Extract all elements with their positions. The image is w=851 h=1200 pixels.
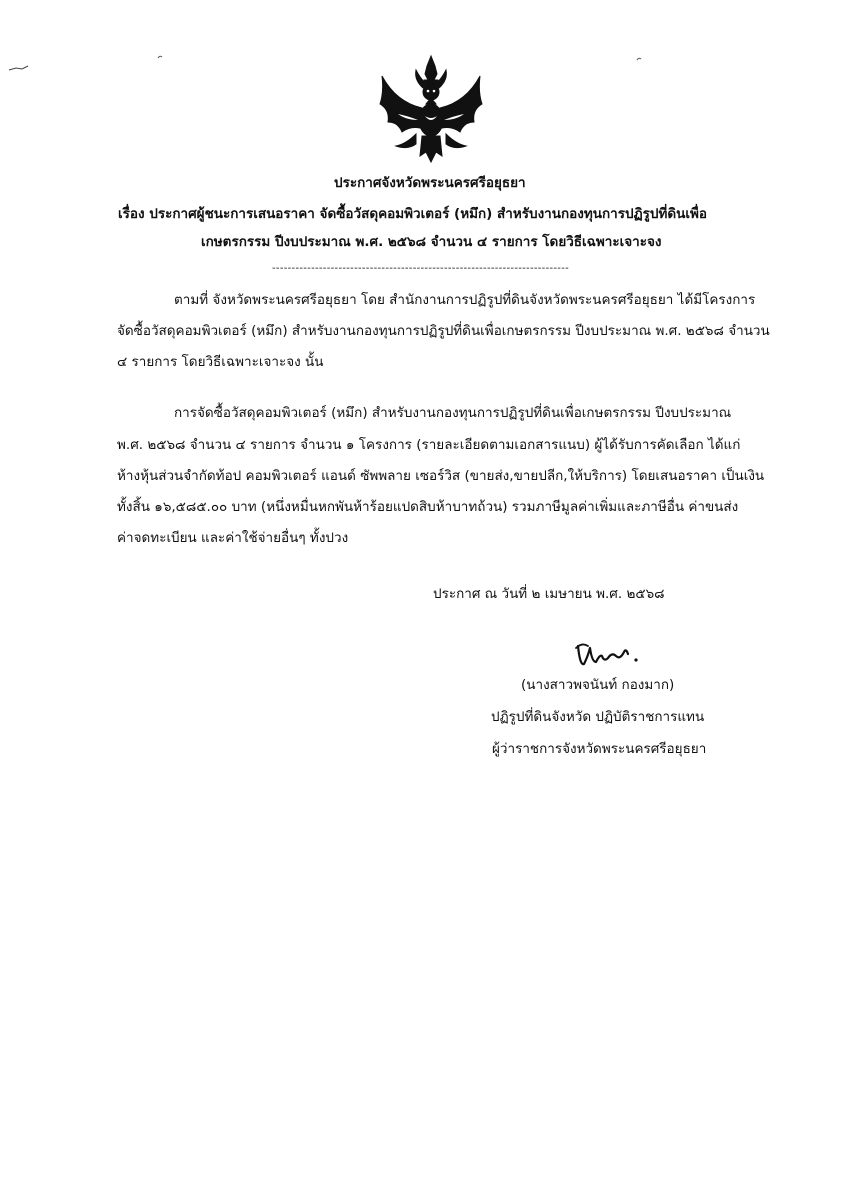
separator-line: ---------------------------------------------------------------------------- bbox=[272, 263, 570, 274]
signatory-name: (นางสาวพจนันท์ กองมาก) bbox=[521, 677, 675, 693]
paragraph-2-line-5: ค่าจดทะเบียน และค่าใช้จ่ายอื่นๆ ทั้งปวง bbox=[117, 530, 349, 546]
scan-speck-icon bbox=[636, 57, 642, 61]
paragraph-1-line-3: ๔ รายการ โดยวิธีเฉพาะเจาะจง นั้น bbox=[117, 354, 324, 370]
paragraph-1-line-1: ตามที่ จังหวัดพระนครศรีอยุธยา โดย สำนักงานการปฏิรูปที่ดินจังหวัดพระนครศรีอยุธยา ได้มีโครงการ bbox=[174, 292, 756, 308]
garuda-emblem-icon bbox=[376, 52, 486, 172]
paragraph-2-line-2: พ.ศ. ๒๕๖๘ จำนวน ๔ รายการ จำนวน ๑ โครงการ (รายละเอียดตามเอกสารแนบ) ผู้ได้รับการคัดเลือก ได้แก่ bbox=[117, 437, 741, 453]
signatory-position-1: ปฏิรูปที่ดินจังหวัด ปฏิบัติราชการแทน bbox=[491, 709, 705, 725]
paragraph-1-line-2: จัดซื้อวัสดุคอมพิวเตอร์ (หมึก) สำหรับงานกองทุนการปฏิรูปที่ดินเพื่อเกษตรกรรม ปีงบประมาณ พ.ศ. ๒๕๖๘ จำนวน bbox=[117, 323, 770, 339]
subject-line-2: เกษตรกรรม ปีงบประมาณ พ.ศ. ๒๕๖๘ จำนวน ๔ รายการ โดยวิธีเฉพาะเจาะจง bbox=[201, 234, 662, 250]
paragraph-2-line-4: ทั้งสิ้น ๑๖,๕๘๕.๐๐ บาท (หนึ่งหมื่นหกพันห้าร้อยแปดสิบห้าบาทถ้วน) รวมภาษีมูลค่าเพิ่มและภาษีอื่น ค่าขนส่ง bbox=[117, 499, 739, 515]
paragraph-2-line-3: ห้างหุ้นส่วนจำกัดท้อป คอมพิวเตอร์ แอนด์ ซัพพลาย เซอร์วิส (ขายส่ง,ขายปลีก,ให้บริการ) โดยเสนอราคา เป็นเงิน bbox=[117, 468, 765, 484]
scan-speck-icon bbox=[8, 64, 30, 72]
scan-speck-icon bbox=[157, 55, 163, 59]
subject-line-1: เรื่อง ประกาศผู้ชนะการเสนอราคา จัดซื้อวัสดุคอมพิวเตอร์ (หมึก) สำหรับงานกองทุนการปฏิรูปที่ดินเพื่อ bbox=[118, 206, 707, 222]
announcement-date: ประกาศ ณ วันที่ ๒ เมษายน พ.ศ. ๒๕๖๘ bbox=[433, 586, 665, 602]
signatory-position-2: ผู้ว่าราชการจังหวัดพระนครศรีอยุธยา bbox=[492, 741, 707, 757]
handwritten-signature-icon bbox=[572, 636, 652, 676]
paragraph-2-line-1: การจัดซื้อวัสดุคอมพิวเตอร์ (หมึก) สำหรับงานกองทุนการปฏิรูปที่ดินเพื่อเกษตรกรรม ปีงบประมาณ bbox=[174, 405, 732, 421]
document-title: ประกาศจังหวัดพระนครศรีอยุธยา bbox=[334, 175, 526, 191]
